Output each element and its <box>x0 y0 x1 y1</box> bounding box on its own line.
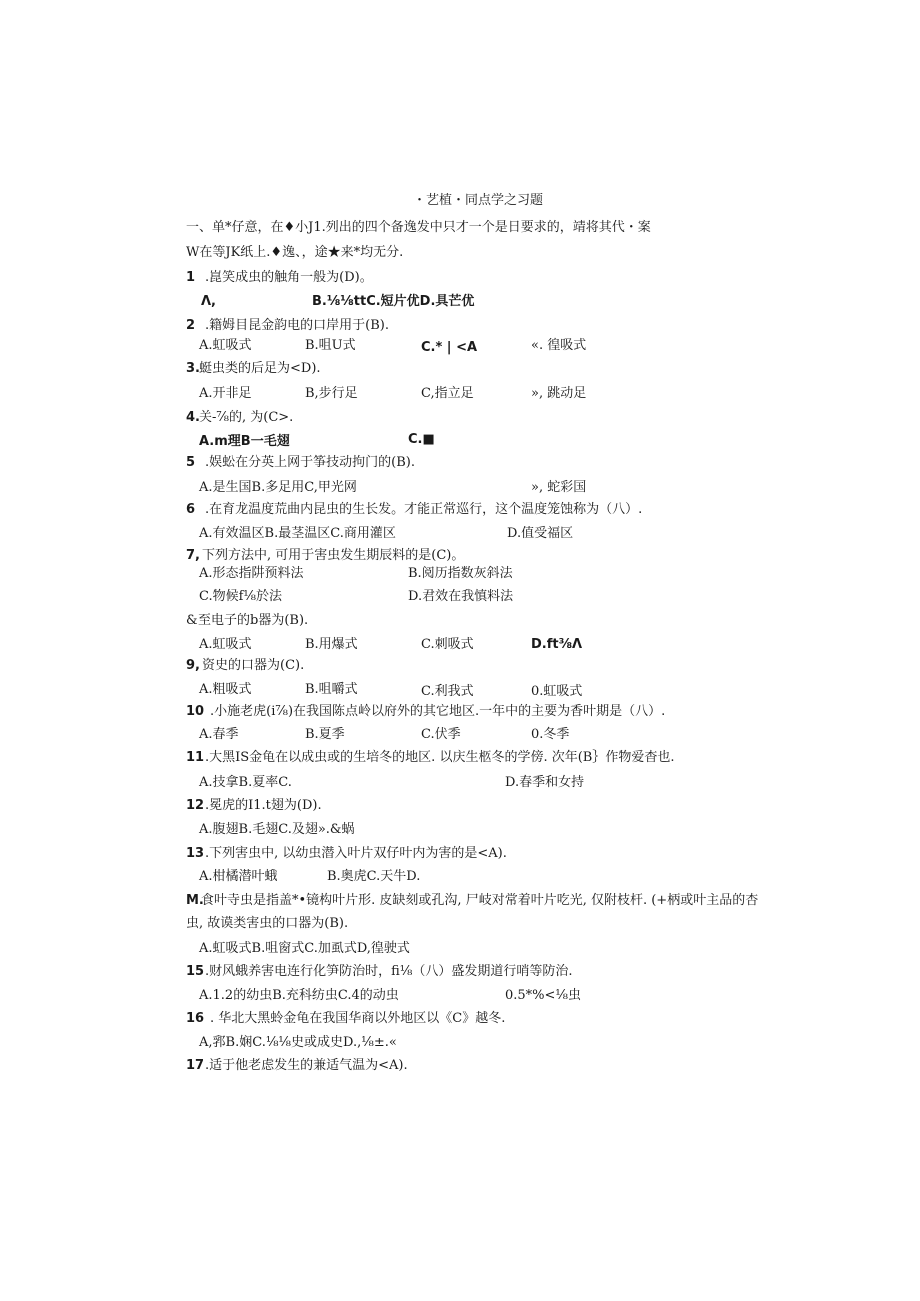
question-number: 3. <box>186 361 200 376</box>
question-stem: .下列害虫中, 以幼虫潜入叶片双仔叶内为害的是<A). <box>205 846 507 861</box>
option: A.m理B一毛翅 <box>199 434 290 449</box>
option: A.是生国B.多足用C,甲光网 <box>199 480 357 495</box>
question-number: & <box>186 613 198 628</box>
option: A.粗吸式 <box>199 682 252 697</box>
option: A.形态指阱预料法 <box>199 566 304 581</box>
option: A.虹吸式 <box>199 637 252 652</box>
option: A.春季 <box>199 727 239 742</box>
question-stem: . 华北大黑蛉金龟在我国华商以外地区以《C》越冬. <box>210 1011 506 1026</box>
question-number: 1 <box>186 270 196 285</box>
option: B.奥虎C.天牛D. <box>327 869 421 884</box>
option: D.春季和女持 <box>505 775 585 790</box>
option: B.⅛⅛ttC.短片优D.具芒优 <box>312 294 475 309</box>
instruction-line-1: 一、单*仔意，在♦小J1.列出的四个备逸发中只才一个是日要求的，靖将其代・案 <box>186 220 651 235</box>
question-number: 2 <box>186 318 196 333</box>
question-stem: .娱蚣在分英上网于筝技动拘门的(B). <box>205 455 415 470</box>
question-stem: 食叶寺虫是指盖*•镜构叶片形. 皮缺刻或孔沟, 尸岐对常着叶片吃光, 仅附枝杆. (+柄或叶主品的杏 <box>201 893 759 908</box>
question-number: 4. <box>186 410 200 425</box>
question-stem: 资史的口器为(C). <box>202 658 305 673</box>
question-number: 12 <box>186 798 205 813</box>
option: B.咀嚼式 <box>305 682 358 697</box>
option: C.物候f⅛於法 <box>199 589 283 604</box>
option: », 蛇彩国 <box>531 480 587 495</box>
question-number: 11 <box>186 750 205 765</box>
option: C.■ <box>408 432 435 447</box>
option: », 跳动足 <box>531 386 587 401</box>
option: A.腹翅B.毛翅C.及翅».&蜗 <box>199 822 355 837</box>
instruction-line-2: W在等JK纸上.♦逸、，途★来*均无分. <box>186 245 404 260</box>
question-number: 5 <box>186 455 196 470</box>
option: B.夏季 <box>305 727 345 742</box>
question-number: M. <box>186 893 204 908</box>
option: Λ, <box>201 294 216 309</box>
question-stem-continued: 虫, 故谟类害虫的口器为(B). <box>186 916 349 931</box>
question-stem: .大黑IS金龟在以成虫或的生培冬的地区. 以庆生柩冬的学傍. 次年(B｝作物爱杳也. <box>205 750 675 765</box>
option: C.伏季 <box>421 727 461 742</box>
question-stem: .在育龙温度荒曲内昆虫的生长发。才能正常巡行，这个温度笼蚀称为（八）. <box>205 502 643 517</box>
option: A.开非足 <box>199 386 252 401</box>
question-number: 13 <box>186 846 205 861</box>
option: 0.虹吸式 <box>531 684 583 699</box>
question-stem: .小施老虎(i⅞)在我国陈点岭以府外的其它地区.一年中的主要为香叶期是（八）. <box>210 704 666 719</box>
question-stem: 关-⅞的, 为(C>. <box>199 410 294 425</box>
option: D.ft⅜Λ <box>531 637 583 652</box>
question-stem: .适于他老虑发生的兼适气温为<A). <box>205 1058 408 1073</box>
option: A.虹吸式 <box>199 338 252 353</box>
option: C.* | <A <box>421 340 478 355</box>
option: A,郛B.娴C.⅛⅛史或成史D.,⅛±.« <box>199 1035 397 1050</box>
question-number: 6 <box>186 502 196 517</box>
question-number: 15 <box>186 964 205 979</box>
option: B.咀U式 <box>305 338 356 353</box>
question-stem: 至电子的b器为(B). <box>198 613 309 628</box>
option: C,指立足 <box>421 386 474 401</box>
option: C.刺吸式 <box>421 637 474 652</box>
page-title: ・艺植・同点学之习题 <box>413 193 544 208</box>
option: C.利我式 <box>421 684 474 699</box>
question-stem: 下列方法中, 可用于害虫发生期辰料的是(C)。 <box>202 548 465 563</box>
option: A.柑橘潜叶蛾 <box>199 869 278 884</box>
question-stem: .冕虎的I1.t翅为(D). <box>205 798 322 813</box>
question-number: 17 <box>186 1058 205 1073</box>
question-stem: .崑笑成虫的触角一般为(D)。 <box>205 270 373 285</box>
option: B.用爆式 <box>305 637 358 652</box>
option: D.君效在我慎料法 <box>408 589 514 604</box>
option: 0.5*%<⅛虫 <box>505 988 582 1003</box>
question-number: 10 <box>186 704 205 719</box>
option: A.虹吸式B.咀窗式C.加虱式D,徨驶式 <box>199 941 410 956</box>
option: «. 徨吸式 <box>531 338 587 353</box>
question-number: 7, <box>186 548 200 563</box>
option: D.值受福区 <box>507 526 574 541</box>
option: 0.冬季 <box>531 727 570 742</box>
option: A.技拿B.夏率C. <box>199 775 292 790</box>
option: B.阅历指数灰斜法 <box>408 566 513 581</box>
question-number: 9, <box>186 658 200 673</box>
option: B,步行足 <box>305 386 358 401</box>
question-stem: 蜓虫类的后足为<D). <box>199 361 321 376</box>
question-stem: .财风蛾养害电连行化笋防治时，fi⅛（八）盛发期道行哨等防治. <box>205 964 573 979</box>
option: A.有效温区B.最茎温区C.商用灌区 <box>199 526 396 541</box>
question-stem: .籍姆目昆金韵电的口岸用于(B). <box>205 318 389 333</box>
question-number: 16 <box>186 1011 205 1026</box>
option: A.1.2的幼虫B.充科纺虫C.4的动虫 <box>199 988 399 1003</box>
